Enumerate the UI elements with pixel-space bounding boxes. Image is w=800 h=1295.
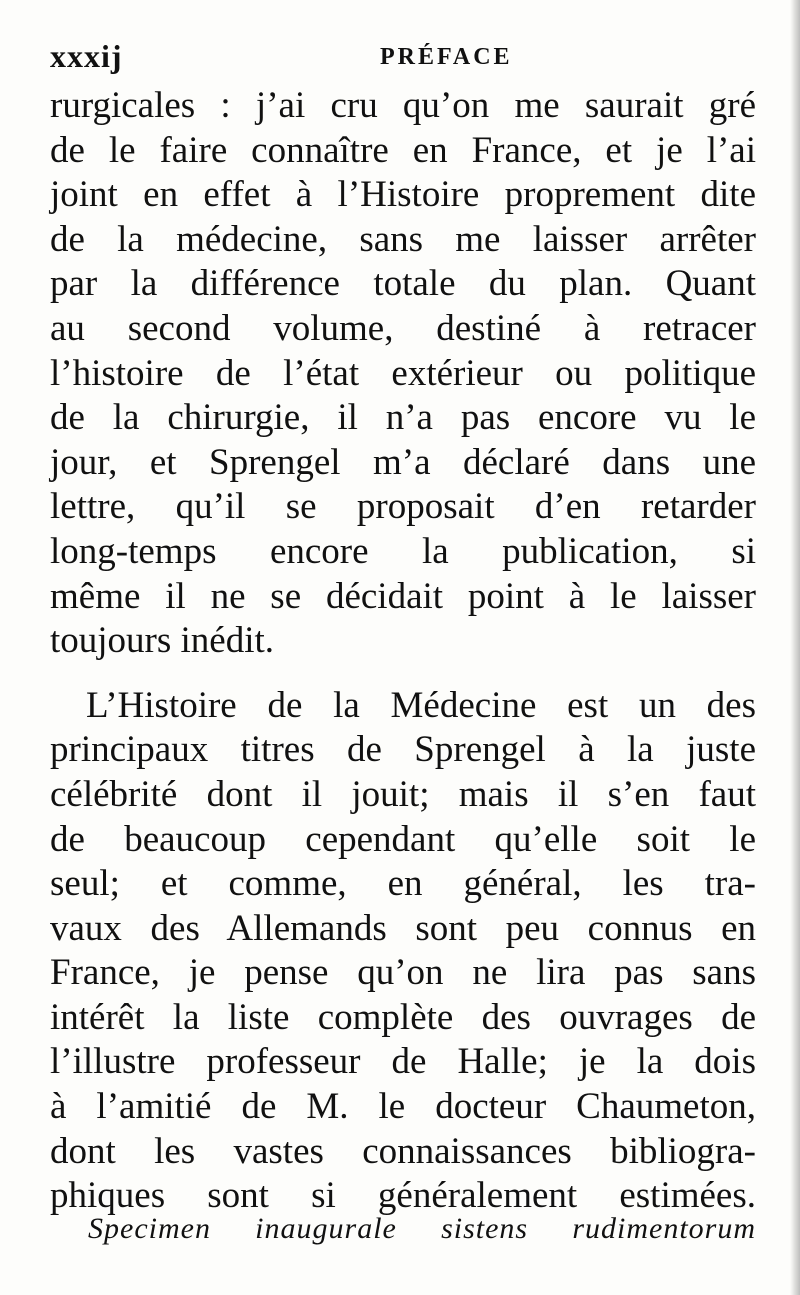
text-line: de la chirurgie, il n’a pas encore vu le (50, 397, 756, 439)
text-line: principaux titres de Sprengel à la juste (50, 729, 756, 771)
text-line: l’histoire de l’état extérieur ou politique (50, 352, 756, 394)
text-line: par la différence totale du plan. Quant (50, 263, 756, 305)
text-line: L’Histoire de la Médecine est un des (86, 684, 756, 726)
text-line: intérêt la liste complète des ouvrages de (50, 996, 756, 1038)
text-line: lettre, qu’il se proposait d’en retarder (50, 486, 756, 528)
text-line: seul; et comme, en général, les tra- (50, 863, 756, 905)
text-line: au second volume, destiné à retracer (50, 307, 756, 349)
body-text (50, 84, 756, 1219)
text-line: vaux des Allemands sont peu connus en (50, 907, 756, 949)
text-line: phiques sont si généralement estimées. (50, 1175, 756, 1217)
text-line: rurgicales : j’ai cru qu’on me saurait gré (50, 85, 756, 126)
text-line: l’illustre professeur de Halle; je la dois (50, 1041, 756, 1083)
text-line: de beaucoup cependant qu’elle soit le (50, 818, 756, 860)
text-line: France, je pense qu’on ne lira pas sans (50, 952, 756, 994)
text-line: célébrité dont il jouit; mais il s’en faut (50, 773, 756, 815)
text-line: de le faire connaître en France, et je l’ai (50, 129, 756, 171)
text-line: même il ne se décidait point à le laisser (50, 575, 756, 617)
text-line: toujours inédit. (50, 620, 275, 662)
paragraph-gap (50, 664, 756, 684)
page-header (50, 38, 756, 78)
text-line: long-temps encore la publication, si (50, 530, 756, 572)
footnote-text: Specimen inaugurale sistens rudimentorum (88, 1212, 756, 1245)
running-title: PRÉFACE (380, 44, 513, 70)
text-line: joint en effet à l’Histoire proprement dite (50, 174, 756, 216)
text-line: jour, et Sprengel m’a déclaré dans une (50, 441, 756, 483)
page-edge-shadow (790, 0, 800, 1295)
text-line: de la médecine, sans me laisser arrêter (50, 218, 756, 260)
text-line: dont les vastes connaissances bibliogra- (50, 1130, 756, 1172)
paragraph-2 (50, 684, 756, 1219)
page-number: xxxij (50, 38, 123, 74)
text-line: à l’amitié de M. le docteur Chaumeton, (50, 1086, 756, 1128)
paragraph-1 (50, 84, 756, 664)
